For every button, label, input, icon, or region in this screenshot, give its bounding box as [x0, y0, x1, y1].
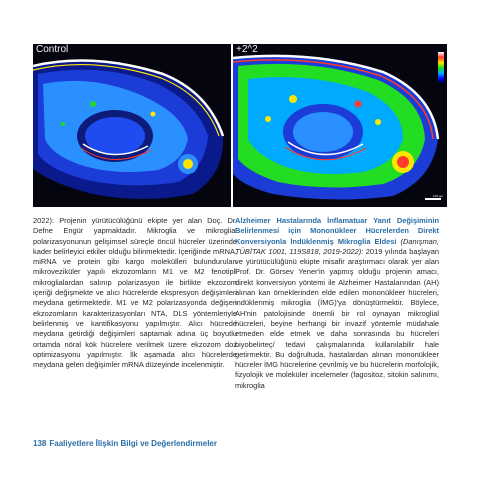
colorbar-legend	[438, 52, 444, 84]
heatmap-image-control	[33, 44, 231, 207]
figure-panel-treatment	[233, 44, 447, 207]
section-title: Alzheimer Hastalarında İnflamatuar Yanıt Değişiminin Belirlenmesi için Mononükleer Hücrelerden Direkt Konversiyonla İndüklenmiş Mikroglia Eldesi	[235, 216, 439, 246]
panel-label-treatment: +2^2	[236, 44, 258, 55]
heatmap-image-treatment	[233, 44, 447, 207]
right-body-text: 2019 yılında başlayan ve yürütücülüğünü ekipte misafir araştırmacı olarak yer alan Prof. Dr. Görsev Yener'in yapmış olduğu projenin amacı, direkt konversiyon yöntemi ile Alzheimer Hastalarından (AH) alınan kan örneklerinden elde edilen mononükleer hücreleri, indüklenmiş mikroglia (İMG)'ya dönüştürmektir. Böylece, AH'nin patolojisinde önemli bir rol oynayan mikroglial hücreleri, beyine herhangi bir invazif yöntemle müdahale etmeden elde etmek ve daha sonrasında bu hücreleri biyobelirteç/ tedavi çalışmalarında kullanılabilir hale getirmektir. Bu doğrultuda, hastalardan alınan mononükleer hücreler İMG hücrelerine çevrilmiş ve bu hücrelerin morfolojik, fizyolojik ve moleküler incelemeler (fagositoz, sitokin salınımı, mikroglia	[235, 246, 439, 390]
left-text-column	[33, 216, 237, 370]
footer-title: Faaliyetlere İlişkin Bilgi ve Değerlendirmeler	[49, 439, 217, 448]
panel-label-control: Control	[36, 44, 69, 55]
left-paragraph: 2022): Projenin yürütücülüğünü ekipte yer alan Doç. Dr. Defne Engür yapmaktadır. Mikroglia ve mikroglial polarizasyonunun gelişimsel süreçle öncül hücreler üzerinde kader belirleyici etkiler olduğu bilinmektedir. İçeriğinde mRNA, miRNA ve protein gibi kargo molekülleri bulunduruları mikroveziküler yapılı ekzozomların M1 ve M2 fenotipli mikroglialardan salınıp polarizasyon ile birlikte ekzozom içeriği değişmekte ve alıcı hücrelerde ekspresyon değişimleri meydana getirmektedir. M1 ve M2 polarizasyonda değişen ekzozomların karakterizasyonları NTA, DLS yöntemleriyle belirlenmiş ve kantifikasyonu yapılmıştır. Alıcı hücrede meydana getirdiği değişimleri saptamak adına üç boyutlu ortamda nöral kök hücrelere verilmek üzere ekzozom doz optimizasyonu yapılmıştır. İlk aşamada alıcı hücrelerde meydana gelen değişimler mRNA düzeyinde incelenmiştir.	[33, 216, 237, 370]
scale-bar	[425, 198, 441, 200]
page-number: 138	[33, 439, 47, 448]
right-text-column	[235, 216, 439, 391]
scale-bar-label: 100 µm	[432, 194, 443, 198]
project-reference: (Danışman, TÜBİTAK 1001, 119S818, 2019-2022):	[235, 236, 439, 256]
page-footer	[33, 439, 217, 448]
figure-panel-control	[33, 44, 231, 207]
right-paragraph	[235, 216, 439, 391]
